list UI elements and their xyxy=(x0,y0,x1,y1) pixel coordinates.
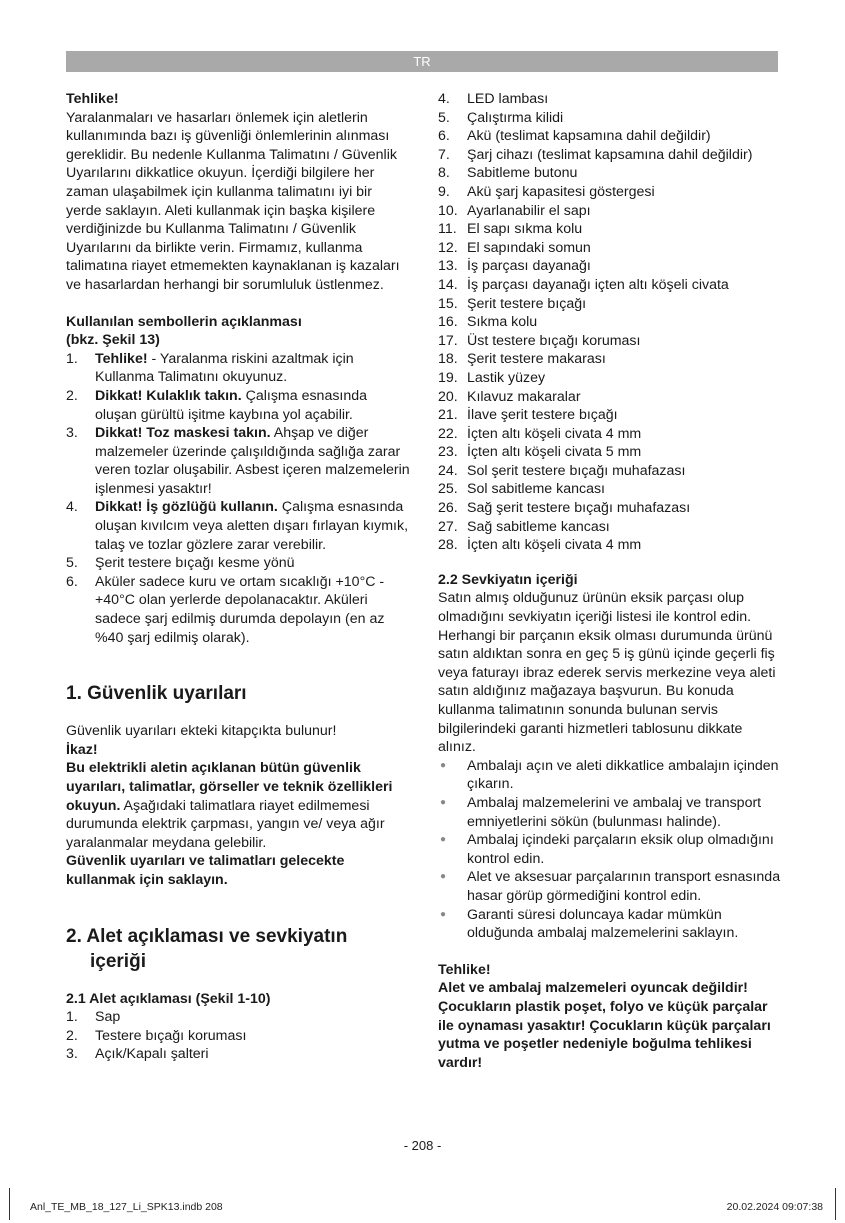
list-item-text xyxy=(467,257,783,276)
part-item xyxy=(438,220,783,239)
part-item xyxy=(438,183,783,202)
part-item xyxy=(438,518,783,537)
bullet-item xyxy=(438,794,783,831)
bullet-dot-icon: ● xyxy=(440,796,447,808)
list-item-text xyxy=(467,276,783,295)
crop-mark-left xyxy=(9,1188,10,1220)
part-item xyxy=(66,1045,412,1064)
symbols-list xyxy=(66,350,412,648)
list-item-text xyxy=(467,127,783,146)
part-item xyxy=(438,536,783,555)
list-item-text xyxy=(467,295,783,314)
part-item xyxy=(438,257,783,276)
language-label: TR xyxy=(413,54,431,69)
bullet-text: Garanti süresi doluncaya kadar mümkün olduğunda ambalaj malzemelerini saklayın. xyxy=(467,906,739,942)
section21-title: 2.1 Alet açıklaması (Şekil 1-10) xyxy=(66,990,271,1007)
bullet-text: Ambalaj malzemelerini ve ambalaj ve transport emniyetlerini sökün (bulunması halinde). xyxy=(467,794,762,830)
list-item-body: Çalışma esnasında oluşan kıvılcım veya aletten dışarı fırlayan kıymık, talaş ve tozlar gözlere zarar verebilir. xyxy=(95,499,409,553)
list-item-number: 2. xyxy=(66,1027,78,1044)
part-item xyxy=(438,127,783,146)
list-item-body: Sağ şerit testere bıçağı muhafazası xyxy=(467,500,691,517)
list-item-number: 18. xyxy=(438,351,458,368)
list-item-text xyxy=(467,425,783,444)
delivery-bullet-list xyxy=(438,757,783,943)
list-item-body: İş parçası dayanağı xyxy=(467,258,591,275)
list-item-text xyxy=(467,202,783,221)
list-item-number: 9. xyxy=(438,183,450,200)
danger2-text: Alet ve ambalaj malzemeleri oyuncak değildir! Çocukların plastik poşet, folyo ve küçük parçalar ile oynaması yasaktır! Çocukların küçük parçaları yutma ve poşetler nedeniyle boğulma tehlikesi vardır! xyxy=(438,980,771,1071)
list-item-body: Çalıştırma kilidi xyxy=(467,109,564,126)
list-item-number: 13. xyxy=(438,258,458,275)
list-item-text xyxy=(467,332,783,351)
list-item-text xyxy=(467,462,783,481)
list-item-number: 5. xyxy=(66,555,78,572)
list-item-number: 19. xyxy=(438,369,458,386)
part-item xyxy=(438,313,783,332)
symbols-heading-line1: Kullanılan sembollerin açıklanması xyxy=(66,313,302,330)
list-item-text xyxy=(467,388,783,407)
list-item-text xyxy=(467,443,783,462)
list-item-number: 2. xyxy=(66,387,78,404)
list-item-number: 6. xyxy=(438,128,450,145)
list-item-number: 11. xyxy=(438,221,457,238)
list-item-body: İçten altı köşeli civata 4 mm xyxy=(467,425,642,442)
section22-title: 2.2 Sevkiyatın içeriği xyxy=(438,571,578,588)
list-item-body: - Yaralanma riskini azaltmak için Kullanma Talimatını okuyunuz. xyxy=(95,350,354,386)
list-item-bold: Tehlike! xyxy=(95,350,148,367)
symbols-heading-line2: (bkz. Şekil 13) xyxy=(66,332,160,349)
list-item-text xyxy=(467,146,783,165)
part-item xyxy=(438,295,783,314)
danger-text: Yaralanmaları ve hasarları önlemek için aletlerin kullanımında bazı iş güvenliği önlemlerinin alınması gereklidir. Bu nedenle Kullanma Talimatını / Güvenlik Uyarılarını dikkatlice okuyun. İçerdiği bilgilere her zaman ulaşabilmek için kullanma talimatını iyi bir yerde saklayın. Aleti kullanmak için başka kişilere verdiğinizde bu Kullanma Talimatını / Güvenlik Uyarılarını da birlikte verin. Firmamız, kullanma talimatına riayet etmemekten kaynaklanan iş kazaları ve hasarlardan herhangi bir sorumluluk üstlenmez. xyxy=(66,109,400,293)
part-item xyxy=(438,90,783,109)
part-item xyxy=(438,239,783,258)
list-item-bold: Dikkat! İş gözlüğü kullanın. xyxy=(95,499,278,516)
bullet-item xyxy=(438,868,783,905)
right-column xyxy=(438,90,783,1072)
bullet-text: Alet ve aksesuar parçalarının transport esnasında hasar görüp görmediğini kontrol edin. xyxy=(467,869,781,904)
list-item-number: 1. xyxy=(66,350,78,367)
warning-bold-text: Bu elektrikli aletin açıklanan bütün güvenlik uyarıları, talimatlar, görseller ve teknik özellikleri okuyun. xyxy=(66,760,393,814)
list-item-number: 5. xyxy=(438,109,450,126)
bullet-text: Ambalajı açın ve aleti dikkatlice ambalajın içinden çıkarın. xyxy=(467,757,779,793)
part-item xyxy=(438,388,783,407)
list-item-body: Sabitleme butonu xyxy=(467,165,578,182)
keep-instructions-text: Güvenlik uyarıları ve talimatları gelecekte kullanmak için saklayın. xyxy=(66,853,345,888)
left-column xyxy=(66,90,412,1064)
list-item-body: Sağ sabitleme kancası xyxy=(467,518,610,535)
part-item xyxy=(438,425,783,444)
list-item-number: 12. xyxy=(438,239,458,256)
list-item-number: 1. xyxy=(66,1009,78,1026)
language-header-bar xyxy=(66,51,778,72)
section1-text: Güvenlik uyarıları ekteki kitapçıkta bulunur! xyxy=(66,723,337,740)
bullet-item xyxy=(438,906,783,943)
list-item-number: 22. xyxy=(438,425,458,442)
list-item-number: 24. xyxy=(438,462,458,479)
part-item xyxy=(438,109,783,128)
list-item-body: Şerit testere bıçağı kesme yönü xyxy=(95,555,295,572)
list-item-text xyxy=(467,406,783,425)
list-item-number: 14. xyxy=(438,276,458,293)
list-item-text xyxy=(95,387,412,424)
symbol-item xyxy=(66,573,412,647)
list-item-number: 8. xyxy=(438,165,450,182)
part-item xyxy=(438,276,783,295)
list-item-text xyxy=(467,480,783,499)
parts-list-left xyxy=(66,1008,412,1064)
list-item-text xyxy=(95,1045,412,1064)
part-item xyxy=(438,443,783,462)
bullet-text: Ambalaj içindeki parçaların eksik olup olmadığını kontrol edin. xyxy=(467,832,774,867)
part-item xyxy=(438,369,783,388)
list-item-text xyxy=(467,239,783,258)
list-item-number: 15. xyxy=(438,295,458,312)
list-item-body: Çalışma esnasında oluşan gürültü işitme kaybına yol açabilir. xyxy=(95,387,368,423)
symbols-heading xyxy=(66,313,412,350)
bullet-item xyxy=(438,831,783,868)
list-item-number: 23. xyxy=(438,444,458,461)
list-item-text xyxy=(467,220,783,239)
list-item-body: Aküler sadece kuru ve ortam sıcaklığı +10°C - +40°C olan yerlerde depolanacaktır. Aküleri sadece şarj edilmiş durumda depolayın (en az %40 şarj edilmiş olarak). xyxy=(95,573,385,646)
list-item-text xyxy=(95,573,412,647)
list-item-number: 6. xyxy=(66,573,78,590)
list-item-number: 10. xyxy=(438,202,458,219)
list-item-text xyxy=(95,1008,412,1027)
list-item-number: 17. xyxy=(438,332,458,349)
list-item-body: Sol şerit testere bıçağı muhafazası xyxy=(467,462,686,479)
footer-file-info: Anl_TE_MB_18_127_Li_SPK13.indb 208 xyxy=(30,1201,223,1213)
list-item-text xyxy=(95,554,412,573)
list-item-number: 28. xyxy=(438,537,458,554)
list-item-number: 27. xyxy=(438,518,458,535)
part-item xyxy=(438,350,783,369)
bullet-dot-icon: ● xyxy=(440,908,447,920)
bullet-dot-icon: ● xyxy=(440,834,447,846)
list-item-number: 7. xyxy=(438,146,450,163)
list-item-bold: Dikkat! Kulaklık takın. xyxy=(95,387,242,404)
section22-text: Satın almış olduğunuz ürünün eksik parçası olup olmadığını sevkiyatın içeriği listesi ile kontrol edin. Herhangi bir parçanın eksik olması durumunda ürünü satın aldıktan sonra en geç 5 iş günü içinde geçerli fiş veya faturayı ibraz ederek servis merkezine veya aleti satın aldığınız mağazaya başvurun. Bu konuda kullanma talimatının sonunda bulunan servis bilgilerindeki garanti hizmetleri tablosunu dikkate alınız. xyxy=(438,590,776,756)
part-item xyxy=(438,332,783,351)
list-item-text xyxy=(95,350,412,387)
section2-title-line1: 2. Alet açıklaması ve sevkiyatın xyxy=(66,925,348,947)
bullet-item xyxy=(438,757,783,794)
symbol-item xyxy=(66,350,412,387)
list-item-body: Kılavuz makaralar xyxy=(467,388,581,405)
footer-datetime: 20.02.2024 09:07:38 xyxy=(726,1201,823,1213)
list-item-text xyxy=(467,313,783,332)
list-item-body: Akü şarj kapasitesi göstergesi xyxy=(467,183,655,200)
part-item xyxy=(66,1027,412,1046)
crop-mark-right xyxy=(835,1188,836,1220)
list-item-body: Şerit testere bıçağı xyxy=(467,295,587,312)
part-item xyxy=(66,1008,412,1027)
list-item-body: Üst testere bıçağı koruması xyxy=(467,332,641,349)
list-item-body: Şerit testere makarası xyxy=(467,351,606,368)
list-item-number: 3. xyxy=(66,425,78,442)
list-item-text xyxy=(95,424,412,498)
part-item xyxy=(438,164,783,183)
list-item-body: Sap xyxy=(95,1009,121,1026)
list-item-body: Lastik yüzey xyxy=(467,369,546,386)
list-item-body: İş parçası dayanağı içten altı köşeli civata xyxy=(467,276,729,293)
list-item-body: Şarj cihazı (teslimat kapsamına dahil değildir) xyxy=(467,146,753,163)
list-item-text xyxy=(467,536,783,555)
list-item-body: LED lambası xyxy=(467,91,549,107)
list-item-text xyxy=(95,498,412,554)
bullet-dot-icon: ● xyxy=(440,871,447,883)
list-item-text xyxy=(467,369,783,388)
list-item-body: El sapındaki somun xyxy=(467,239,591,256)
part-item xyxy=(438,499,783,518)
list-item-number: 4. xyxy=(438,91,450,107)
warning-text: Aşağıdaki talimatlara riayet edilmemesi durumunda elektrik çarpması, yangın ve/ veya ağır yaralanmalar meydana gelebilir. xyxy=(66,797,385,851)
list-item-text xyxy=(467,499,783,518)
warning-paragraph xyxy=(66,759,412,852)
list-item-body: Sıkma kolu xyxy=(467,314,538,331)
list-item-text xyxy=(467,350,783,369)
symbol-item xyxy=(66,554,412,573)
list-item-number: 26. xyxy=(438,500,458,517)
list-item-number: 25. xyxy=(438,481,458,498)
part-item xyxy=(438,146,783,165)
list-item-body: İlave şerit testere bıçağı xyxy=(467,407,618,424)
symbol-item xyxy=(66,387,412,424)
list-item-body: Ahşap ve diğer malzemeler üzerinde çalışıldığında sağlığa zarar veren tozlar oluşabilir. Asbest içeren malzemelerin işlenmesi yasaktır! xyxy=(95,425,410,497)
list-item-body: Sol sabitleme kancası xyxy=(467,481,606,498)
danger2-title: Tehlike! xyxy=(438,961,491,978)
section1-title: 1. Güvenlik uyarıları xyxy=(66,683,247,705)
parts-list-right xyxy=(438,90,783,555)
list-item-body: İçten altı köşeli civata 5 mm xyxy=(467,444,642,461)
symbol-item xyxy=(66,424,412,498)
list-item-body: Testere bıçağı koruması xyxy=(95,1027,247,1044)
list-item-text xyxy=(467,518,783,537)
bullet-dot-icon: ● xyxy=(440,759,447,771)
list-item-text xyxy=(467,164,783,183)
part-item xyxy=(438,202,783,221)
list-item-text xyxy=(467,183,783,202)
part-item xyxy=(438,406,783,425)
section2-title-line2: içeriği xyxy=(90,950,146,972)
list-item-number: 4. xyxy=(66,499,78,516)
section2-title xyxy=(66,924,412,974)
list-item-body: El sapı sıkma kolu xyxy=(467,221,583,238)
list-item-number: 21. xyxy=(438,407,458,424)
part-item xyxy=(438,480,783,499)
danger-title: Tehlike! xyxy=(66,91,119,107)
warning-title: İkaz! xyxy=(66,741,98,758)
list-item-number: 3. xyxy=(66,1046,78,1063)
list-item-text xyxy=(95,1027,412,1046)
list-item-text xyxy=(467,90,783,109)
list-item-body: Akü (teslimat kapsamına dahil değildir) xyxy=(467,128,711,145)
page-number: - 208 - xyxy=(403,1138,442,1153)
list-item-bold: Dikkat! Toz maskesi takın. xyxy=(95,425,271,442)
list-item-body: Ayarlanabilir el sapı xyxy=(467,202,591,219)
list-item-text xyxy=(467,109,783,128)
list-item-body: İçten altı köşeli civata 4 mm xyxy=(467,537,642,554)
part-item xyxy=(438,462,783,481)
list-item-body: Açık/Kapalı şalteri xyxy=(95,1046,209,1063)
list-item-number: 16. xyxy=(438,314,458,331)
list-item-number: 20. xyxy=(438,388,458,405)
symbol-item xyxy=(66,498,412,554)
